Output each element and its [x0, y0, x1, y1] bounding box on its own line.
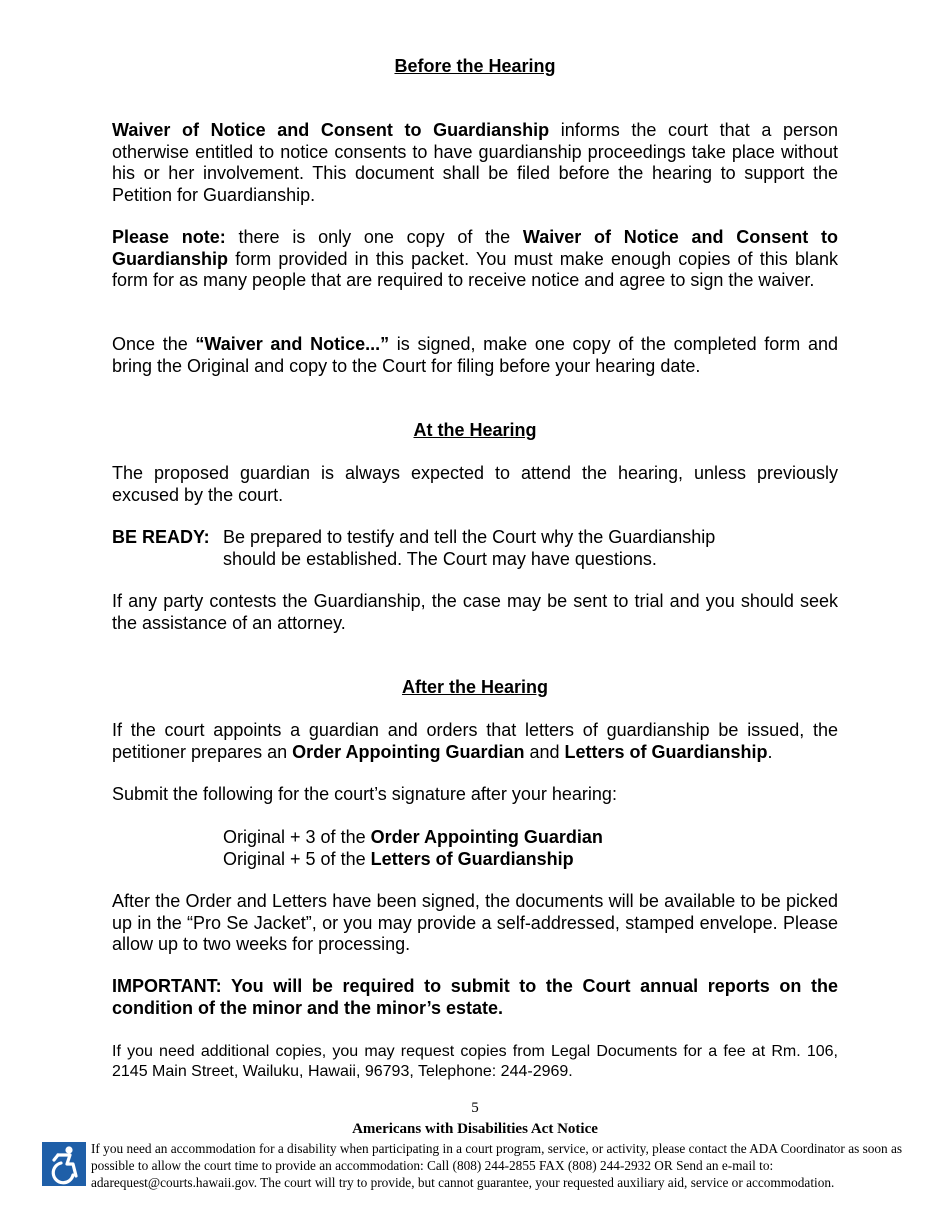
please-note-label: Please note: [112, 227, 226, 247]
letters-of-guardianship-bold: Letters of Guardianship [564, 741, 768, 762]
appoint-paragraph [112, 720, 838, 763]
be-ready-line-2: should be established. The Court may have questions. [223, 548, 657, 569]
after-hearing-heading: After the Hearing [401, 677, 549, 697]
please-note-form-name: Waiver of Notice and Consent to Guardianship [112, 227, 838, 269]
be-ready-text [223, 527, 823, 570]
once-signed-text-2: is signed, make one copy of the completed form and bring the Original and copy to the Court for filing before your hearing date. [112, 334, 838, 376]
attend-paragraph: The proposed guardian is always expected to attend the hearing, unless previously excused by the court. [112, 463, 838, 505]
submit-paragraph: Submit the following for the court’s signature after your hearing: [112, 784, 617, 804]
copies-item-order-text: Original + 3 of the [223, 827, 371, 847]
please-note-text-2: form provided in this packet. You must make enough copies of this blank form for as many people that are required to receive notice and agree to sign the waiver. [112, 248, 838, 290]
please-note-text-1: there is only one copy of the [225, 227, 523, 247]
pickup-paragraph: After the Order and Letters have been signed, the documents will be available to be picked up in the “Pro Se Jacket”, or you may provide a self-addressed, stamped envelope. Please allow up to two weeks for processing. [112, 891, 838, 954]
waiver-description-text: informs the court that a person otherwise entitled to notice consents to have guardianship proceedings take place without his or her involvement. This document shall be filed before the hearing to support the Petition for Guardianship. [112, 120, 838, 205]
be-ready-label: BE READY: [112, 527, 210, 547]
before-hearing-heading: Before the Hearing [394, 56, 556, 76]
copies-item-order [223, 827, 603, 849]
appoint-text-2: and [524, 741, 565, 762]
once-signed-text-1: Once the [112, 334, 196, 354]
copies-item-letters [223, 849, 603, 871]
waiver-description-paragraph [112, 120, 838, 206]
ada-notice-text: If you need an accommodation for a disability when participating in a court program, service, or activity, please contact the ADA Coordinator as soon as possible to allow the court time to provide an accommodation: Call (808) 244-2855 FAX (808) 244-2932 OR Send an e-mail to: adarequest@courts.hawaii.gov. The court will try to provide, but cannot guarantee, your requested auxiliary aid, service or accommodation. [91, 1141, 903, 1190]
appoint-text-1: If the court appoints a guardian and orders that letters of guardianship be issued, the petitioner prepares an [112, 720, 838, 762]
once-signed-form-name: “Waiver and Notice...” [195, 334, 390, 354]
contest-paragraph: If any party contests the Guardianship, the case may be sent to trial and you should seek the assistance of an attorney. [112, 591, 838, 633]
page-number: 5 [471, 1100, 479, 1116]
ada-notice-title: Americans with Disabilities Act Notice [352, 1121, 598, 1137]
once-signed-paragraph [112, 334, 838, 377]
waiver-title-bold: Waiver of Notice and Consent to Guardianship [112, 120, 550, 140]
please-note-paragraph [112, 227, 838, 292]
copies-item-letters-text: Original + 5 of the [223, 848, 371, 869]
at-hearing-heading: At the Hearing [413, 420, 537, 440]
important-notice: IMPORTANT: You will be required to submit to the Court annual reports on the condition of the minor and the minor’s estate. [112, 976, 838, 1018]
appoint-text-3: . [767, 741, 773, 762]
copies-item-letters-bold: Letters of Guardianship [370, 848, 574, 869]
accessibility-icon-graphic [42, 1142, 86, 1186]
copies-item-order-bold: Order Appointing Guardian [370, 827, 603, 847]
accessibility-icon [42, 1142, 86, 1186]
be-ready-line-1: Be prepared to testify and tell the Court why the Guardianship [223, 527, 716, 547]
additional-copies-paragraph: If you need additional copies, you may request copies from Legal Documents for a fee at Rm. 106, 2145 Main Street, Wailuku, Hawaii, 96793, Telephone: 244-2969. [112, 1043, 838, 1080]
order-appointing-guardian-bold: Order Appointing Guardian [292, 741, 525, 762]
copies-list [223, 827, 603, 870]
